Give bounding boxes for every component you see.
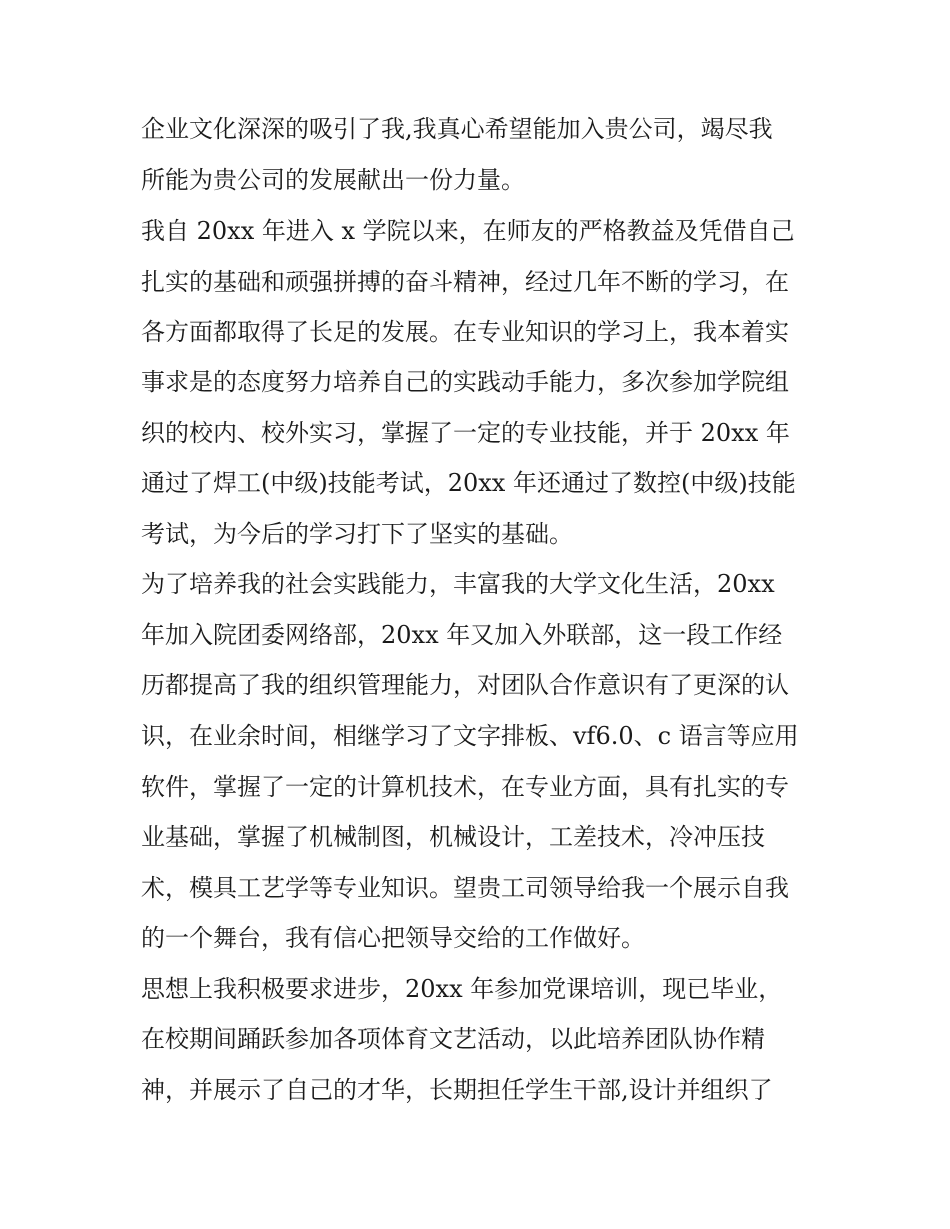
text-line: 我自 20xx 年进入 x 学院以来，在师友的严格教益及凭借自己 [141, 217, 795, 245]
text-line: 织的校内、校外实习，掌握了一定的专业技能，并于 20xx 年 [141, 419, 790, 447]
text-line: 企业文化深深的吸引了我,我真心希望能加入贵公司，竭尽我 [141, 115, 773, 143]
text-line: 事求是的态度努力培养自己的实践动手能力，多次参加学院组 [141, 368, 789, 396]
text-line: 术，模具工艺学等专业知识。望贵工司领导给我一个展示自我 [141, 874, 789, 902]
text-line: 通过了焊工(中级)技能考试，20xx 年还通过了数控(中级)技能 [141, 469, 796, 497]
text-line: 所能为贵公司的发展献出一份力量。 [141, 166, 525, 194]
text-line: 识，在业余时间，相继学习了文字排板、vf6.0、c 语言等应用 [141, 722, 799, 750]
text-line: 神，并展示了自己的才华，长期担任学生干部,设计并组织了 [141, 1076, 773, 1104]
text-line: 思想上我积极要求进步，20xx 年参加党课培训，现已毕业， [141, 975, 783, 1003]
text-line: 扎实的基础和顽强拼搏的奋斗精神，经过几年不断的学习，在 [141, 268, 789, 296]
text-line: 业基础，掌握了机械制图，机械设计，工差技术，冷冲压技 [141, 823, 765, 851]
text-line: 各方面都取得了长足的发展。在专业知识的学习上，我本着实 [141, 318, 789, 346]
text-line: 的一个舞台，我有信心把领导交给的工作做好。 [141, 924, 645, 952]
text-line: 考试，为今后的学习打下了坚实的基础。 [141, 520, 573, 548]
text-line: 年加入院团委网络部，20xx 年又加入外联部，这一段工作经 [141, 621, 783, 649]
text-line: 软件，掌握了一定的计算机技术，在专业方面，具有扎实的专 [141, 773, 789, 801]
text-line: 为了培养我的社会实践能力，丰富我的大学文化生活，20xx [141, 570, 775, 598]
text-line: 历都提高了我的组织管理能力，对团队合作意识有了更深的认 [141, 671, 789, 699]
text-line: 在校期间踊跃参加各项体育文艺活动，以此培养团队协作精 [141, 1025, 765, 1053]
